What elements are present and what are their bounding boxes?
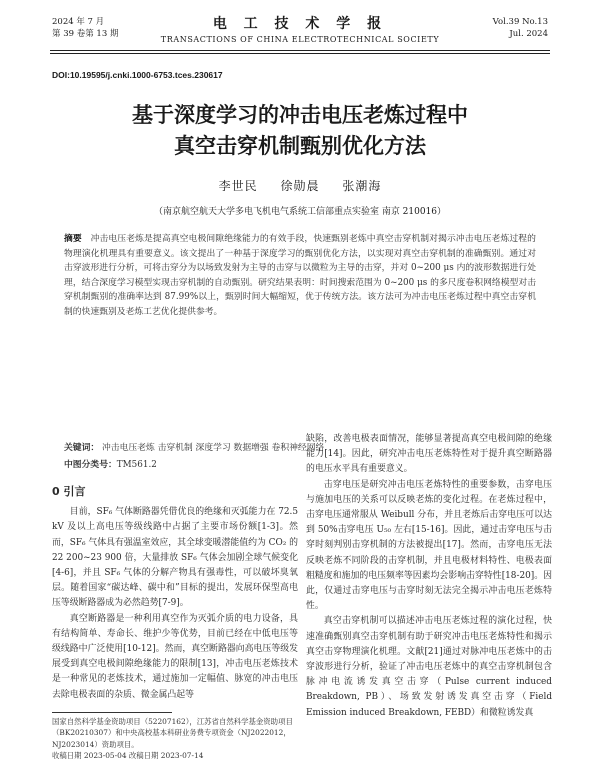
author-1: 李世民: [218, 179, 258, 193]
section-heading: 0 引言: [52, 485, 86, 498]
author-list: [0, 177, 600, 194]
paragraph: 真空击穿机制可以描述冲击电压老炼过程的演化过程，快速准确甄别真空击穿机制有助于研究冲击电压老炼特性和揭示真空击穿物理演化机理。文献[21]通过对脉冲电压老炼中的击穿波形进行分析，验证了冲击电压老炼中的真空击穿机制包含脉冲电流诱发真空击穿（Pulse current induced Breakdown, PB）、场致发射诱发真空击穿（Field Emission induced Breakdown, FEBD）和微粒诱发真: [306, 616, 552, 718]
header-rule-thin: [50, 53, 550, 54]
author-2: 徐勋晨: [280, 179, 320, 193]
title-line-2: 真空击穿机制甄别优化方法: [174, 134, 426, 158]
issue-date: 2024 年 7 月: [52, 17, 105, 27]
title-line-1: 基于深度学习的冲击电压老炼过程中: [132, 103, 468, 127]
affiliation: （南京航空航天大学多电飞机电气系统工信部重点实验室 南京 210016）: [153, 207, 447, 217]
paragraph: 缺陷，改善电极表面情况，能够显著提高真空电极间隙的绝缘能力[14]。因此，研究冲击电压老炼特性对于提升真空断路器的电压水平具有重要意义。: [306, 434, 552, 475]
classification-label: 中图分类号：: [64, 460, 117, 470]
funding-note: 国家自然科学基金资助项目（52207162），江苏省自然科学基金资助项目（BK20210307）和中央高校基本科研业务费专项资金（NJ2022012，NJ2023014）资助项目。: [52, 717, 293, 749]
paragraph: 真空断路器是一种利用真空作为灭弧介质的电力设备，具有结构简单、寿命长、维护少等优势，目前已经在中低电压等级线路中广泛使用[10-12]。然而，真空断路器向高电压等级发展受到真空电极间隙绝缘能力的限制[13]，冲击电压老炼技术是一种常见的老炼技术，通过施加一定幅值、脉宽的冲击电压去除电极表面的杂质、微金属凸起等: [52, 613, 298, 700]
volume-number: Vol.39 No.13: [492, 17, 548, 27]
paragraph: 目前，SF₆ 气体断路器凭借优良的绝缘和灭弧能力在 72.5 kV 及以上高电压等级线路中占据了主要市场份额[1-3]。然而，SF₆ 气体具有强温室效应，其全球变暖潜能值约为 CO₂ 的 22 200~23 900 倍，大量排放 SF₆ 气体会加剧全球气候变化[4-6]，并且 SF₆ 气体的分解产物具有强毒性，可以破坏臭氧层。随着国家“碳达峰、碳中和”目标的提出，发展环保型高电压等级断路器成为必然趋势[7-9]。: [52, 507, 299, 609]
volume-date: Jul. 2024: [509, 29, 548, 39]
author-3: 张潮海: [342, 179, 382, 193]
paper-title: [0, 100, 600, 162]
left-column: [52, 484, 298, 703]
issue-volume: 第 39 卷第 13 期: [52, 29, 119, 39]
paragraph: 击穿电压是研究冲击电压老炼特性的重要参数，击穿电压与施加电压的关系可以反映老炼的变化过程。在老炼过程中，击穿电压通常服从 Weibull 分布，并且老炼后击穿电压可以达到 50%击穿电压 U₅₀ 左右[15-16]。因此，通过击穿电压与击穿时刻判别击穿机制的方法被提出[17]。然而，击穿电压无法反映老炼不同阶段的击穿机制，并且电极材料特性、电极表面粗糙度和施加的电压频率等因素均会影响击穿特性[18-20]。因此，仅通过击穿电压与击穿时刻无法完全揭示冲击电压老炼特性。: [306, 479, 552, 612]
doi[interactable]: DOI:10.19595/j.cnki.1000-6753.tces.230617: [52, 70, 223, 80]
keywords-label: 关键词：: [64, 443, 100, 453]
abstract-label: 摘要: [64, 234, 82, 244]
journal-title-en: TRANSACTIONS OF CHINA ELECTROTECHNICAL SOCIETY: [160, 35, 440, 44]
abstract: [64, 232, 536, 320]
footnote: [52, 712, 298, 761]
abstract-text: 冲击电压老炼是提高真空电极间隙绝缘能力的有效手段，快速甄别老炼中真空击穿机制对揭示冲击电压老炼过程的物理演化机理具有重要意义。该文提出了一种基于深度学习的甄别优化方法，以实现对真空击穿机制的准确甄别。通过对击穿波形进行分析，可将击穿分为以场致发射为主导的击穿与以微粒为主导的击穿，并对 0~200 μs 内的波形数据进行处理，结合深度学习模型实现击穿机制的自动甄别。研究结果表明：时间搜索范围为 0~200 μs 的多尺度卷积网络模型对击穿机制甄别的准确率达到 87.99%以上，甄别时间大幅缩短，优于传统方法。该方法可为冲击电压老炼过程中真空击穿机制的快速甄别及老炼工艺优化提供参考。: [64, 234, 536, 317]
volume-info: [493, 16, 548, 40]
received-date: 收稿日期 2023-05-04 改稿日期 2023-07-14: [52, 750, 204, 760]
keywords-text: 冲击电压老炼 击穿机制 深度学习 数据增强 卷积神经网络: [102, 443, 325, 453]
header-rule-thick: [50, 50, 550, 51]
classification: [64, 457, 157, 470]
right-column: [306, 432, 552, 721]
classification-value: TM561.2: [116, 460, 157, 470]
page-header: [0, 0, 600, 60]
journal-title-cn: 电 工 技 术 学 报: [212, 16, 388, 32]
footnote-rule: [52, 712, 172, 713]
